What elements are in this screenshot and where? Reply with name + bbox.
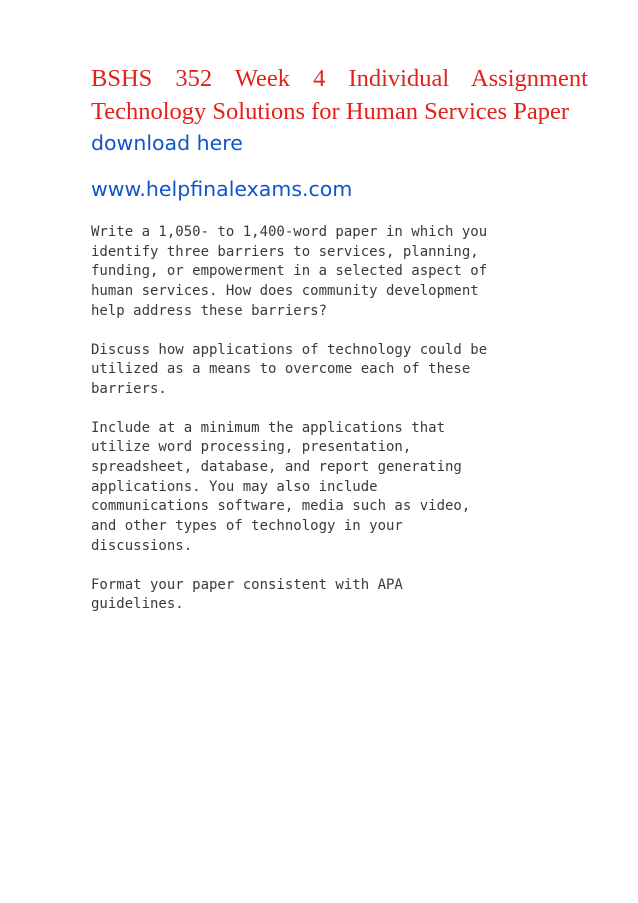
document-title: BSHS 352 Week 4 Individual Assignment Technology Solutions for Human Services Paper <box>91 65 588 125</box>
paragraph-4: Format your paper consistent with APA guidelines. <box>91 576 403 613</box>
paragraph-1: Write a 1,050- to 1,400-word paper in which you identify three barriers to services, planning, funding, or empowerment in a selected aspect of human services. How does community development help address these barriers? <box>91 224 488 319</box>
download-link[interactable]: download here <box>91 131 243 155</box>
paragraph-3: Include at a minimum the applications that utilize word processing, presentation, spreadsheet, database, and report generating applications. You may also include communications software, media such as video, and other types of technology in your discussions. <box>91 419 471 554</box>
paragraph-2: Discuss how applications of technology could be utilized as a means to overcome each of these barriers. <box>91 341 488 397</box>
document-content <box>91 62 588 615</box>
website-link[interactable]: www.helpfinalexams.com <box>91 177 353 201</box>
